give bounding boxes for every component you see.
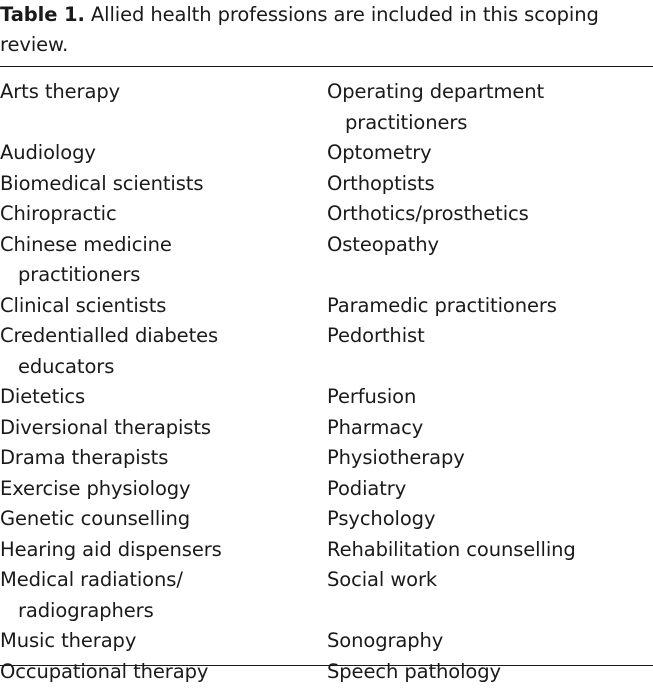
profession-name: Pedorthist bbox=[327, 324, 425, 347]
profession-name: Osteopathy bbox=[327, 232, 439, 256]
table-cell bbox=[327, 504, 647, 535]
profession-name: Music therapy bbox=[0, 629, 137, 652]
table-left-column bbox=[0, 77, 315, 687]
profession-name-continued bbox=[0, 111, 18, 134]
table-cell bbox=[0, 382, 315, 413]
table-cell bbox=[0, 138, 315, 169]
table-cell bbox=[327, 535, 647, 566]
table-caption-text: Allied health professions are included in this scoping bbox=[90, 3, 599, 26]
profession-name-continued bbox=[327, 355, 345, 378]
table-cell bbox=[327, 626, 647, 657]
profession-name-continued: practitioners bbox=[18, 263, 141, 286]
profession-name: Paramedic practitioners bbox=[327, 293, 557, 317]
table-cell bbox=[327, 291, 647, 322]
profession-name: Orthoptists bbox=[327, 171, 435, 195]
profession-name: Rehabilitation counselling bbox=[327, 537, 576, 561]
table-cell bbox=[327, 382, 647, 413]
profession-name: Social work bbox=[327, 568, 438, 591]
table-cell bbox=[0, 321, 315, 382]
table-cell bbox=[0, 413, 315, 444]
profession-name: Credentialled diabetes bbox=[0, 324, 219, 347]
profession-name-continued bbox=[327, 599, 345, 622]
table-caption-text-continued: review. bbox=[0, 33, 69, 56]
table-cell bbox=[0, 291, 315, 322]
table-top-rule bbox=[0, 66, 653, 67]
table-cell bbox=[327, 230, 647, 291]
table-cell bbox=[0, 535, 315, 566]
table-cell bbox=[0, 657, 315, 688]
profession-name: Genetic counselling bbox=[0, 507, 191, 530]
profession-name: Occupational therapy bbox=[0, 659, 209, 683]
table-caption-label: Table 1. bbox=[0, 3, 85, 26]
table-cell bbox=[327, 565, 647, 626]
profession-name: Biomedical scientists bbox=[0, 171, 204, 195]
profession-name-continued bbox=[327, 263, 345, 286]
table-cell bbox=[0, 169, 315, 200]
table-cell bbox=[327, 657, 647, 688]
table-cell bbox=[327, 474, 647, 505]
profession-name: Exercise physiology bbox=[0, 476, 191, 500]
profession-name: Operating department bbox=[327, 80, 545, 103]
table-bottom-rule bbox=[0, 665, 653, 666]
table-cell bbox=[327, 77, 647, 138]
table-cell bbox=[327, 443, 647, 474]
profession-name: Sonography bbox=[327, 629, 444, 652]
table-cell bbox=[0, 199, 315, 230]
profession-name: Medical radiations/ bbox=[0, 568, 183, 591]
profession-name-continued: practitioners bbox=[345, 110, 468, 134]
table-cell bbox=[0, 504, 315, 535]
table-cell bbox=[0, 565, 315, 626]
profession-name: Clinical scientists bbox=[0, 293, 167, 317]
profession-name: Audiology bbox=[0, 141, 96, 164]
profession-name: Pharmacy bbox=[327, 415, 424, 439]
profession-name: Arts therapy bbox=[0, 80, 121, 103]
profession-name: Orthotics/prosthetics bbox=[327, 202, 529, 225]
profession-name: Psychology bbox=[327, 507, 436, 530]
profession-name: Physiotherapy bbox=[327, 446, 465, 469]
profession-name: Hearing aid dispensers bbox=[0, 537, 222, 561]
profession-name: Optometry bbox=[327, 141, 432, 164]
table-cell bbox=[0, 626, 315, 657]
profession-name: Chiropractic bbox=[0, 202, 117, 225]
profession-name: Chinese medicine bbox=[0, 232, 172, 256]
table-cell bbox=[0, 230, 315, 291]
table-right-column bbox=[327, 77, 647, 687]
table-caption bbox=[0, 0, 640, 60]
table-cell bbox=[327, 413, 647, 444]
table-cell bbox=[327, 169, 647, 200]
table-cell bbox=[0, 77, 315, 138]
profession-name: Perfusion bbox=[327, 385, 417, 408]
profession-name: Speech pathology bbox=[327, 659, 501, 683]
profession-name: Drama therapists bbox=[0, 446, 169, 469]
profession-name: Podiatry bbox=[327, 476, 407, 500]
table-cell bbox=[0, 474, 315, 505]
table-cell bbox=[327, 321, 647, 382]
profession-name-continued: radiographers bbox=[18, 598, 154, 622]
table-cell bbox=[327, 199, 647, 230]
table-cell bbox=[0, 443, 315, 474]
profession-name: Diversional therapists bbox=[0, 415, 211, 439]
table-cell bbox=[327, 138, 647, 169]
profession-name-continued: educators bbox=[18, 354, 115, 378]
profession-name: Dietetics bbox=[0, 385, 86, 408]
